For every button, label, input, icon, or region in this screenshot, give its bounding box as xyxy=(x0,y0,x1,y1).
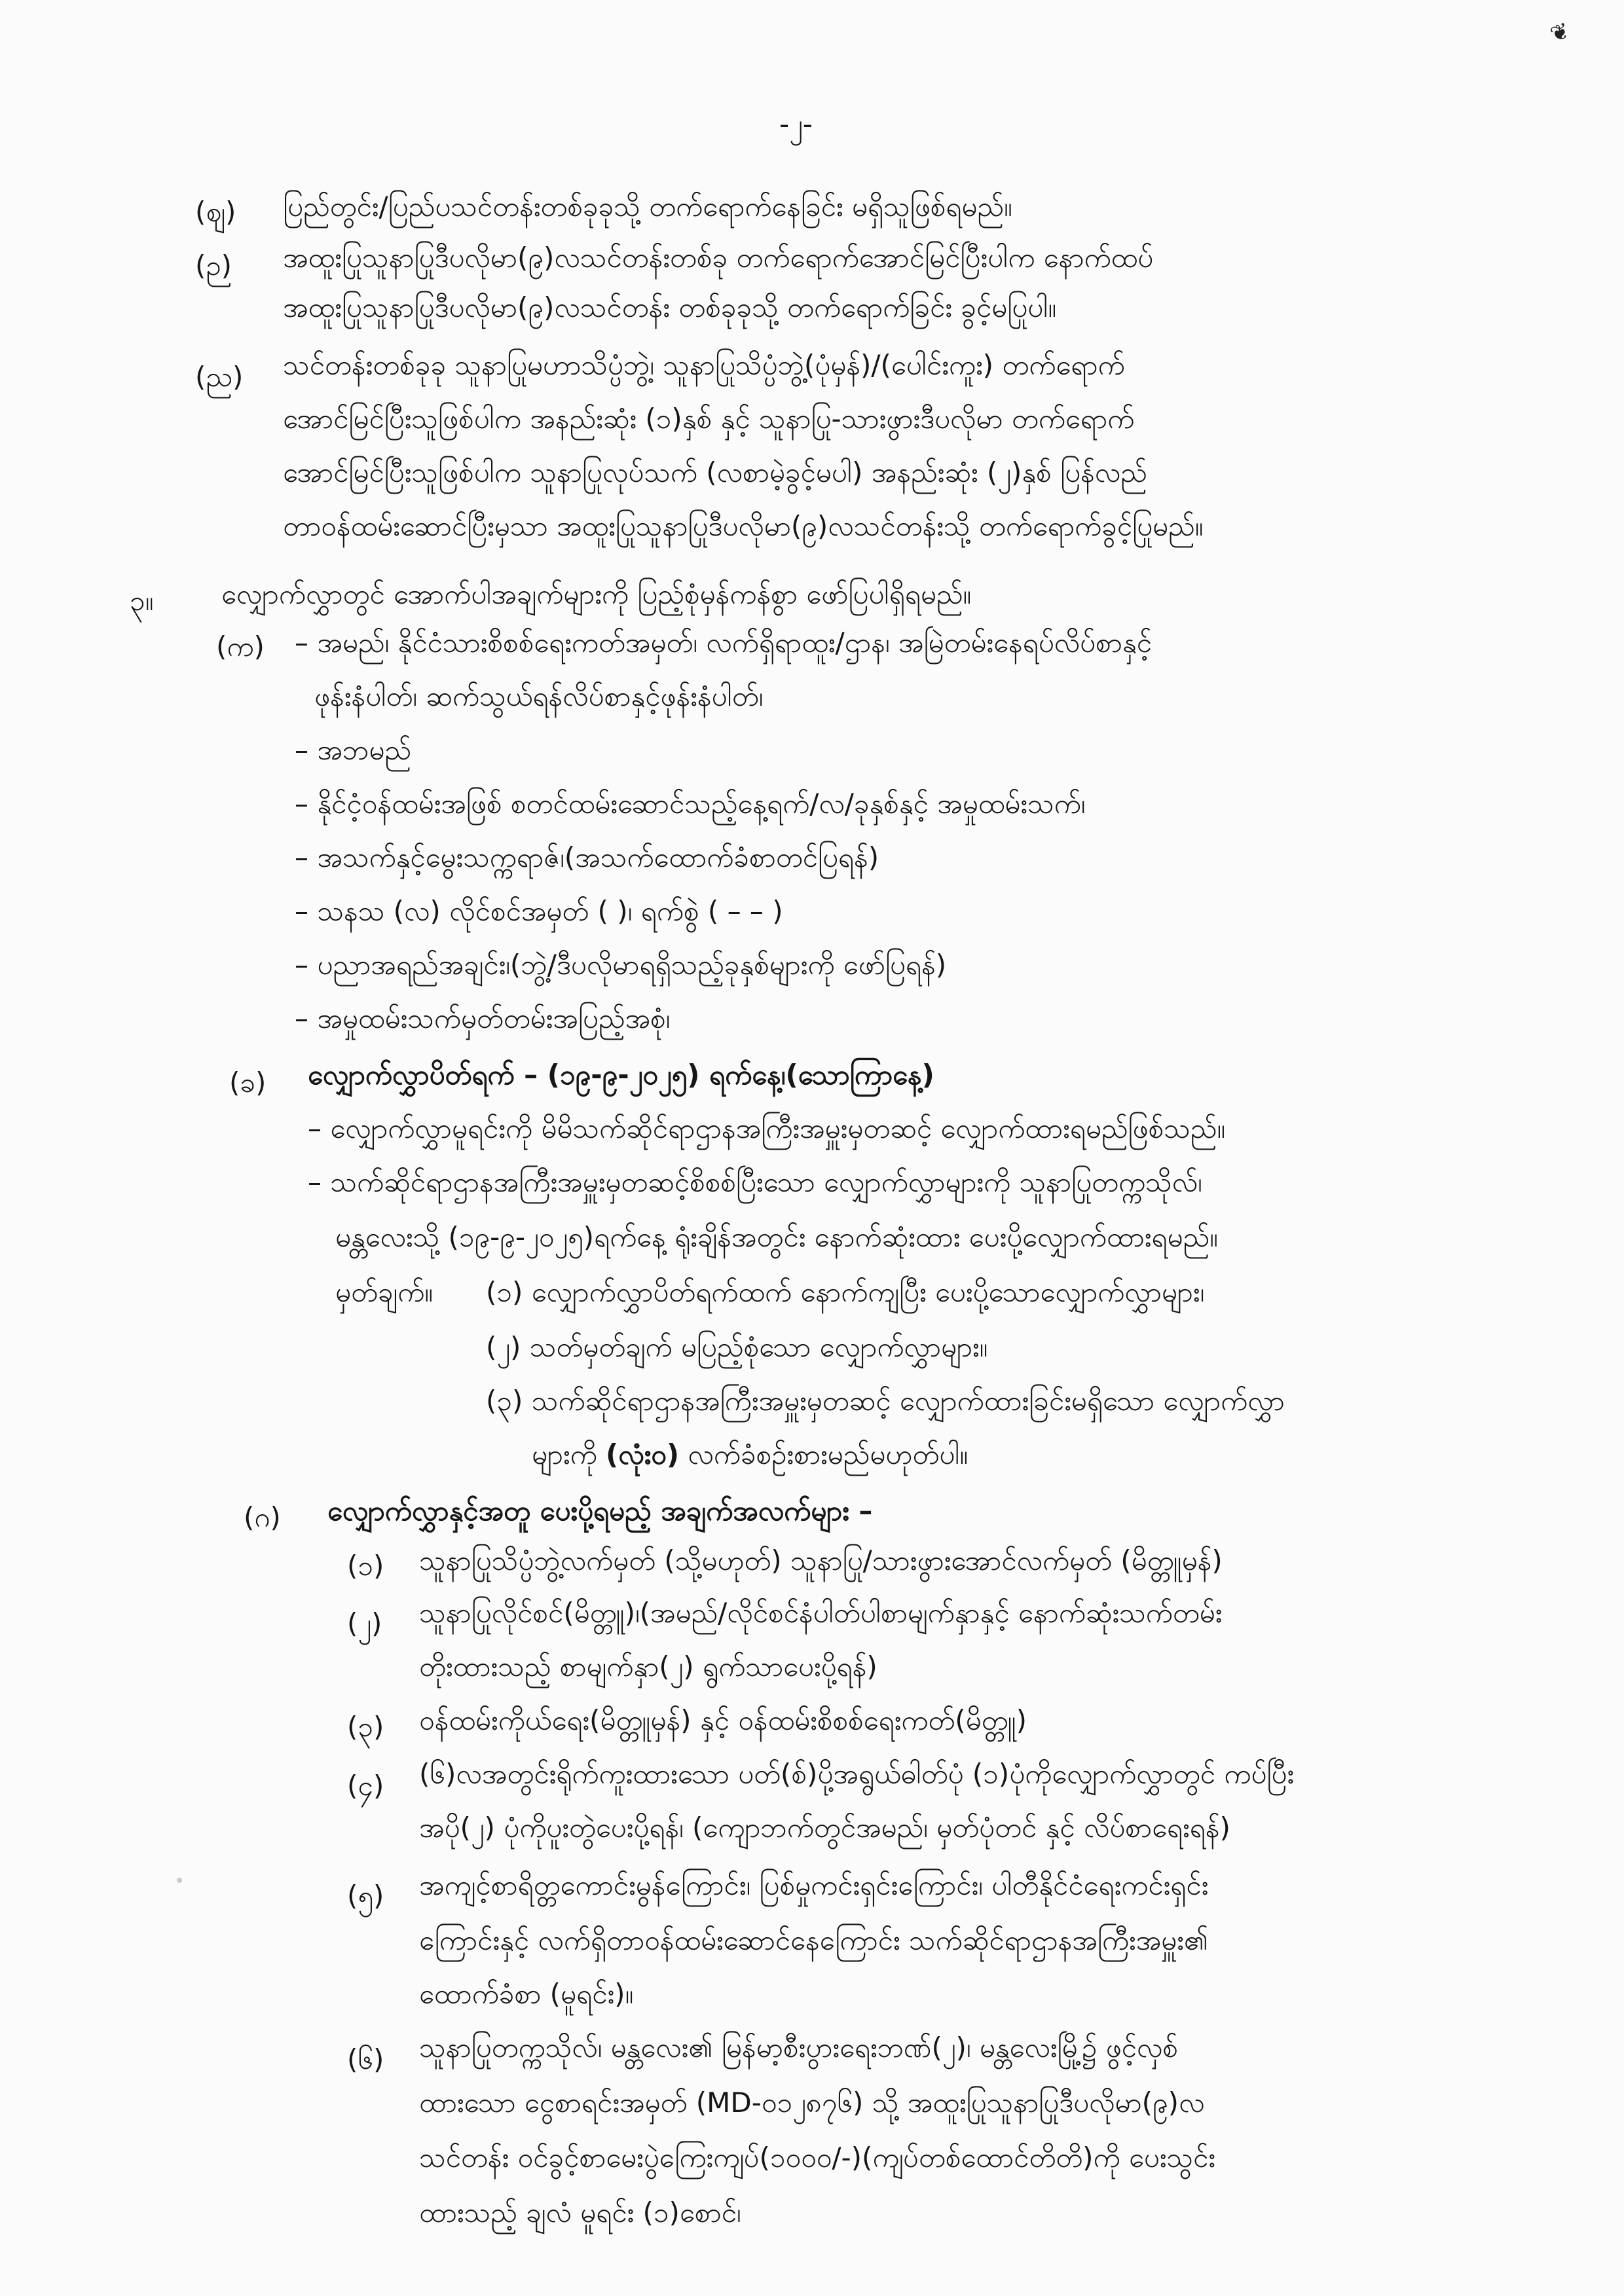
entry-line: အကျင့်စာရိတ္တကောင်းမွန်ကြောင်း၊ ပြစ်မှုကင်းရှင်းကြောင်း၊ ပါတီနိုင်ငံရေးကင်းရှင်း xyxy=(419,1869,1209,1901)
entry-line: ထားသော ငွေစာရင်းအမှတ် (MD-၀၁၂၈၇၆) သို့ အထူးပြုသူနာပြုဒီပလိုမာ(၉)လ xyxy=(419,2086,1205,2119)
section-number: ၃။ xyxy=(130,585,154,617)
scan-speck xyxy=(177,1878,182,1883)
entry-number: (၄) xyxy=(347,1770,384,1802)
entry-line: သူနာပြုသိပ္ပံဘွဲ့လက်မှတ် (သို့မဟုတ်) သူနာပြု/သားဖွားအောင်လက်မှတ် (မိတ္တူမှန်) xyxy=(419,1544,1223,1576)
ka-line: – ပညာအရည်အချင်း၊(ဘွဲ့/ဒီပလိုမာရရှိသည့်ခုနှစ်များကို ဖော်ပြရန်) xyxy=(295,949,947,981)
item-line: အထူးပြုသူနာပြုဒီပလိုမာ(၉)လသင်တန်း တစ်ခုခုသို့ တက်ရောက်ခြင်း ခွင့်မပြုပါ။ xyxy=(283,291,1057,323)
subsection-marker: (ခ) xyxy=(229,1066,267,1099)
entry-number: (၅) xyxy=(347,1880,384,1912)
item-line: သင်တန်းတစ်ခုခု သူနာပြုမဟာသိပ္ပံဘွဲ့၊ သူနာပြုသိပ္ပံဘွဲ့(ပုံမှန်)/(ပေါင်းကူး) တက်ရောက် xyxy=(283,349,1125,381)
ka-line: – သနသ (လ) လိုင်စင်အမှတ် ( )၊ ရက်စွဲ ( – – ) xyxy=(295,895,783,927)
entry-line: ကြောင်းနှင့် လက်ရှိတာဝန်ထမ်းဆောင်နေကြောင်း သက်ဆိုင်ရာဌာနအကြီးအမှူး၏ xyxy=(419,1924,1209,1956)
entry-line: ဝန်ထမ်းကိုယ်ရေး(မိတ္တူမှန်) နှင့် ဝန်ထမ်းစိစစ်ရေးကတ်(မိတ္တူ) xyxy=(419,1704,1027,1736)
note-line-last xyxy=(532,1436,968,1473)
entry-line: ထားသည့် ချလံ မူရင်း (၁)စောင်၊ xyxy=(419,2196,741,2229)
note-label: မှတ်ချက်။ xyxy=(335,1276,433,1308)
section-heading: လျှောက်လွှာတွင် အောက်ပါအချက်များကို ပြည့်စုံမှန်ကန်စွာ ဖော်ပြပါရှိရမည်။ xyxy=(221,578,972,610)
subsection-marker: (ဂ) xyxy=(244,1501,281,1533)
item-line: အောင်မြင်ပြီးသူဖြစ်ပါက အနည်းဆုံး (၁)နှစ် နှင့် သူနာပြု-သားဖွားဒီပလိုမာ တက်ရောက် xyxy=(283,403,1135,435)
kha-line: မန္တလေးသို့ (၁၉-၉-၂၀၂၅)ရက်နေ့ ရုံးချိန်အတွင်း နောက်ဆုံးထား ပေးပို့လျှောက်ထားရမည်။ xyxy=(335,1221,1218,1253)
note-line: (၁) လျှောက်လွှာပိတ်ရက်ထက် နောက်ကျပြီး ပေးပို့သောလျှောက်လွှာများ၊ xyxy=(486,1276,1205,1308)
subsection-marker: (က) xyxy=(216,630,265,663)
note-emphasis: (လုံးဝ) xyxy=(606,1438,680,1470)
item-marker: (ည) xyxy=(195,361,244,393)
note-text: လက်ခံစဉ်းစားမည်မဟုတ်ပါ။ xyxy=(679,1438,969,1470)
item-line: တာဝန်ထမ်းဆောင်ပြီးမှသာ အထူးပြုသူနာပြုဒီပလိုမာ(၉)လသင်တန်းသို့ တက်ရောက်ခွင့်ပြုမည်။ xyxy=(283,510,1204,542)
entry-line: သင်တန်း ဝင်ခွင့်စာမေးပွဲကြေးကျပ်(၁၀၀၀/-)(ကျပ်တစ်ထောင်တိတိ)ကို ပေးသွင်း xyxy=(419,2141,1215,2174)
ka-line: – အသက်နှင့်မွေးသက္ကရာဇ်၊(အသက်ထောက်ခံစာတင်ပြရန်) xyxy=(295,841,879,873)
item-line: ပြည်တွင်း/ပြည်ပသင်တန်းတစ်ခုခုသို့ တက်ရောက်နေခြင်း မရှိသူဖြစ်ရမည်။ xyxy=(283,191,1012,223)
corner-mark: ❦ xyxy=(1547,17,1574,48)
entry-line: (၆)လအတွင်းရိုက်ကူးထားသော ပတ်(စ်)ပို့အရွယ်ဓါတ်ပုံ (၁)ပုံကိုလျှောက်လွှာတွင် ကပ်ပြီး xyxy=(419,1758,1294,1790)
entry-number: (၆) xyxy=(347,2043,384,2075)
ka-line: ဖုန်းနံပါတ်၊ ဆက်သွယ်ရန်လိပ်စာနှင့်ဖုန်းနံပါတ်၊ xyxy=(314,680,764,712)
note-line: (၂) သတ်မှတ်ချက် မပြည့်စုံသော လျှောက်လွှာများ။ xyxy=(486,1331,988,1363)
entry-line: သူနာပြုလိုင်စင်(မိတ္တူ)၊(အမည်/လိုင်စင်နံပါတ်ပါစာမျက်နှာနှင့် နောက်ဆုံးသက်တမ်း xyxy=(419,1597,1223,1629)
note-line: (၃) သက်ဆိုင်ရာဌာနအကြီးအမှူးမှတဆင့် လျှောက်ထားခြင်းမရှိသော လျှောက်လွှာ xyxy=(486,1385,1285,1417)
ka-line: – အမည်၊ နိုင်ငံသားစိစစ်ရေးကတ်အမှတ်၊ လက်ရှိရာထူး/ဌာန၊ အမြဲတမ်းနေရပ်လိပ်စာနှင့် xyxy=(295,627,1152,659)
page-number: -၂- xyxy=(779,108,813,140)
entry-line: သူနာပြုတက္ကသိုလ်၊ မန္တလေး၏ မြန်မာ့စီးပွားရေးဘဏ်(၂)၊ မန္တလေးမြို့၌ ဖွင့်လှစ် xyxy=(419,2032,1178,2064)
entry-line: ထောက်ခံစာ (မူရင်း)။ xyxy=(419,1978,634,2010)
ka-line: – အဘမည် xyxy=(295,734,411,766)
item-marker: (ဈ) xyxy=(195,196,236,228)
ka-line: – အမှုထမ်းသက်မှတ်တမ်းအပြည့်အစုံ၊ xyxy=(295,1002,671,1034)
note-text: များကို xyxy=(532,1438,606,1470)
entry-number: (၁) xyxy=(347,1550,384,1582)
kha-line: – လျှောက်လွှာမူရင်းကို မိမိသက်ဆိုင်ရာဌာနအကြီးအမှူးမှတဆင့် လျှောက်ထားရမည်ဖြစ်သည်။ xyxy=(308,1112,1226,1144)
closing-date-heading: လျှောက်လွှာပိတ်ရက် – (၁၉-၉-၂၀၂၅) ရက်နေ့၊(သောကြာနေ့) xyxy=(308,1059,934,1091)
kha-line: – သက်ဆိုင်ရာဌာနအကြီးအမှူးမှတဆင့်စိစစ်ပြီးသော လျှောက်လွှာများကို သူနာပြုတက္ကသိုလ်၊ xyxy=(308,1166,1202,1198)
entry-line: တိုးထားသည့် စာမျက်နှာ(၂) ရွက်သာပေးပို့ရန်) xyxy=(419,1650,877,1683)
item-line: အထူးပြုသူနာပြုဒီပလိုမာ(၉)လသင်တန်းတစ်ခု တက်ရောက်အောင်မြင်ပြီးပါက နောက်ထပ် xyxy=(283,242,1154,274)
entry-number: (၂) xyxy=(347,1607,382,1639)
attachments-heading: လျှောက်လွှာနှင့်အတူ ပေးပို့ရမည့် အချက်အလက်များ – xyxy=(327,1495,873,1527)
entry-line: အပို(၂) ပုံကိုပူးတွဲပေးပို့ရန်၊ (ကျောဘက်တွင်အမည်၊ မှတ်ပုံတင် နှင့် လိပ်စာရေးရန်) xyxy=(419,1812,1230,1844)
item-line: အောင်မြင်ပြီးသူဖြစ်ပါက သူနာပြုလုပ်သက် (လစာမဲ့ခွင့်မပါ) အနည်းဆုံး (၂)နှစ် ပြန်လည် xyxy=(283,456,1147,488)
ka-line: – နိုင်ငံ့ဝန်ထမ်းအဖြစ် စတင်ထမ်းဆောင်သည့်နေ့ရက်/လ/ခုနှစ်နှင့် အမှုထမ်းသက်၊ xyxy=(295,788,1086,820)
entry-number: (၃) xyxy=(347,1711,384,1743)
item-marker: (ဉ) xyxy=(195,249,232,282)
